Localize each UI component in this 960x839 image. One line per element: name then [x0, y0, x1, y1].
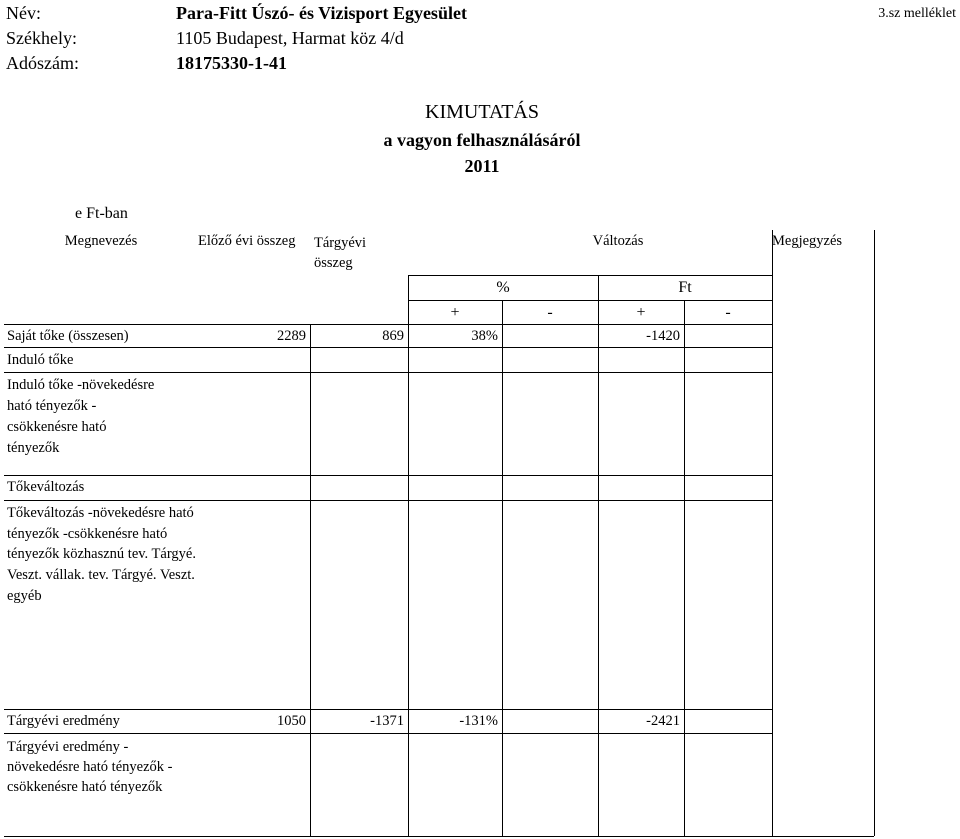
row-label-equity-total: Saját tőke (összesen): [7, 328, 129, 344]
row-label-initial-capital-factors: Induló tőke -növekedésre ható tényezők -csökkenésre ható tényezők: [7, 377, 155, 456]
report-subtitle: a vagyon felhasználásáról: [383, 130, 581, 150]
row-result-ft-minus: -2421: [646, 713, 680, 729]
grid-line: [4, 733, 772, 734]
grid-line: [4, 709, 772, 710]
name-label: Név:: [6, 3, 41, 23]
tax-label: Adószám:: [6, 53, 79, 73]
grid-line: [4, 324, 772, 325]
row-equity-pct-plus: 38%: [471, 328, 498, 344]
row-label-capital-change: Tőkeváltozás: [7, 479, 85, 495]
grid-line: [684, 300, 685, 836]
unit-label: e Ft-ban: [75, 205, 128, 222]
report-title: KIMUTATÁS: [425, 101, 539, 123]
row-label-capital-change-factors: Tőkeváltozás -növekedésre ható tényezők -csökkenésre ható tényezők közhasznú tev. Tárgyé. Veszt. vállak. tev. Tárgyé. Veszt. egyéb: [7, 505, 196, 604]
col-ft-plus: +: [636, 304, 646, 321]
grid-line: [772, 230, 773, 836]
grid-line: [502, 300, 503, 836]
row-label-annual-result-factors: Tárgyévi eredmény -növekedésre ható tényezők -csökkenésre ható tényezők: [7, 739, 173, 795]
col-curr-header: Tárgyévi összeg: [314, 235, 367, 271]
grid-line: [4, 500, 772, 501]
row-equity-ft-minus: -1420: [646, 328, 680, 344]
grid-line: [4, 475, 772, 476]
row-label-initial-capital: Induló tőke: [7, 352, 74, 368]
grid-line: [408, 275, 409, 836]
seat-value: 1105 Budapest, Harmat köz 4/d: [176, 28, 404, 48]
row-result-curr: -1371: [370, 713, 404, 729]
grid-line: [310, 324, 311, 836]
col-note-header: Megjegyzés: [772, 233, 843, 249]
report-year: 2011: [464, 156, 500, 176]
col-prev-header: Előző évi összeg: [198, 233, 296, 249]
col-pct-header: %: [496, 279, 510, 296]
row-equity-curr: 869: [382, 328, 404, 344]
col-pct-minus: -: [547, 304, 553, 321]
appendix-label: 3.sz melléklet: [878, 6, 956, 21]
grid-line: [4, 347, 772, 348]
seat-label: Székhely:: [6, 28, 77, 48]
row-result-prev: 1050: [277, 713, 306, 729]
grid-line: [4, 836, 874, 837]
grid-line: [408, 300, 772, 301]
col-ft-minus: -: [725, 304, 731, 321]
col-ft-header: Ft: [678, 279, 692, 296]
tax-value: 18175330-1-41: [176, 53, 287, 73]
col-change-header: Változás: [592, 233, 644, 249]
grid-line: [408, 275, 772, 276]
grid-line: [598, 275, 599, 836]
col-pct-plus: +: [450, 304, 460, 321]
org-name: Para-Fitt Úszó- és Vizisport Egyesület: [176, 3, 467, 23]
grid-line: [874, 230, 875, 836]
row-label-annual-result: Tárgyévi eredmény: [7, 713, 120, 729]
grid-line: [4, 372, 772, 373]
col-name-header: Megnevezés: [64, 233, 138, 249]
row-result-pct-plus: -131%: [459, 713, 498, 729]
row-equity-prev: 2289: [277, 328, 306, 344]
